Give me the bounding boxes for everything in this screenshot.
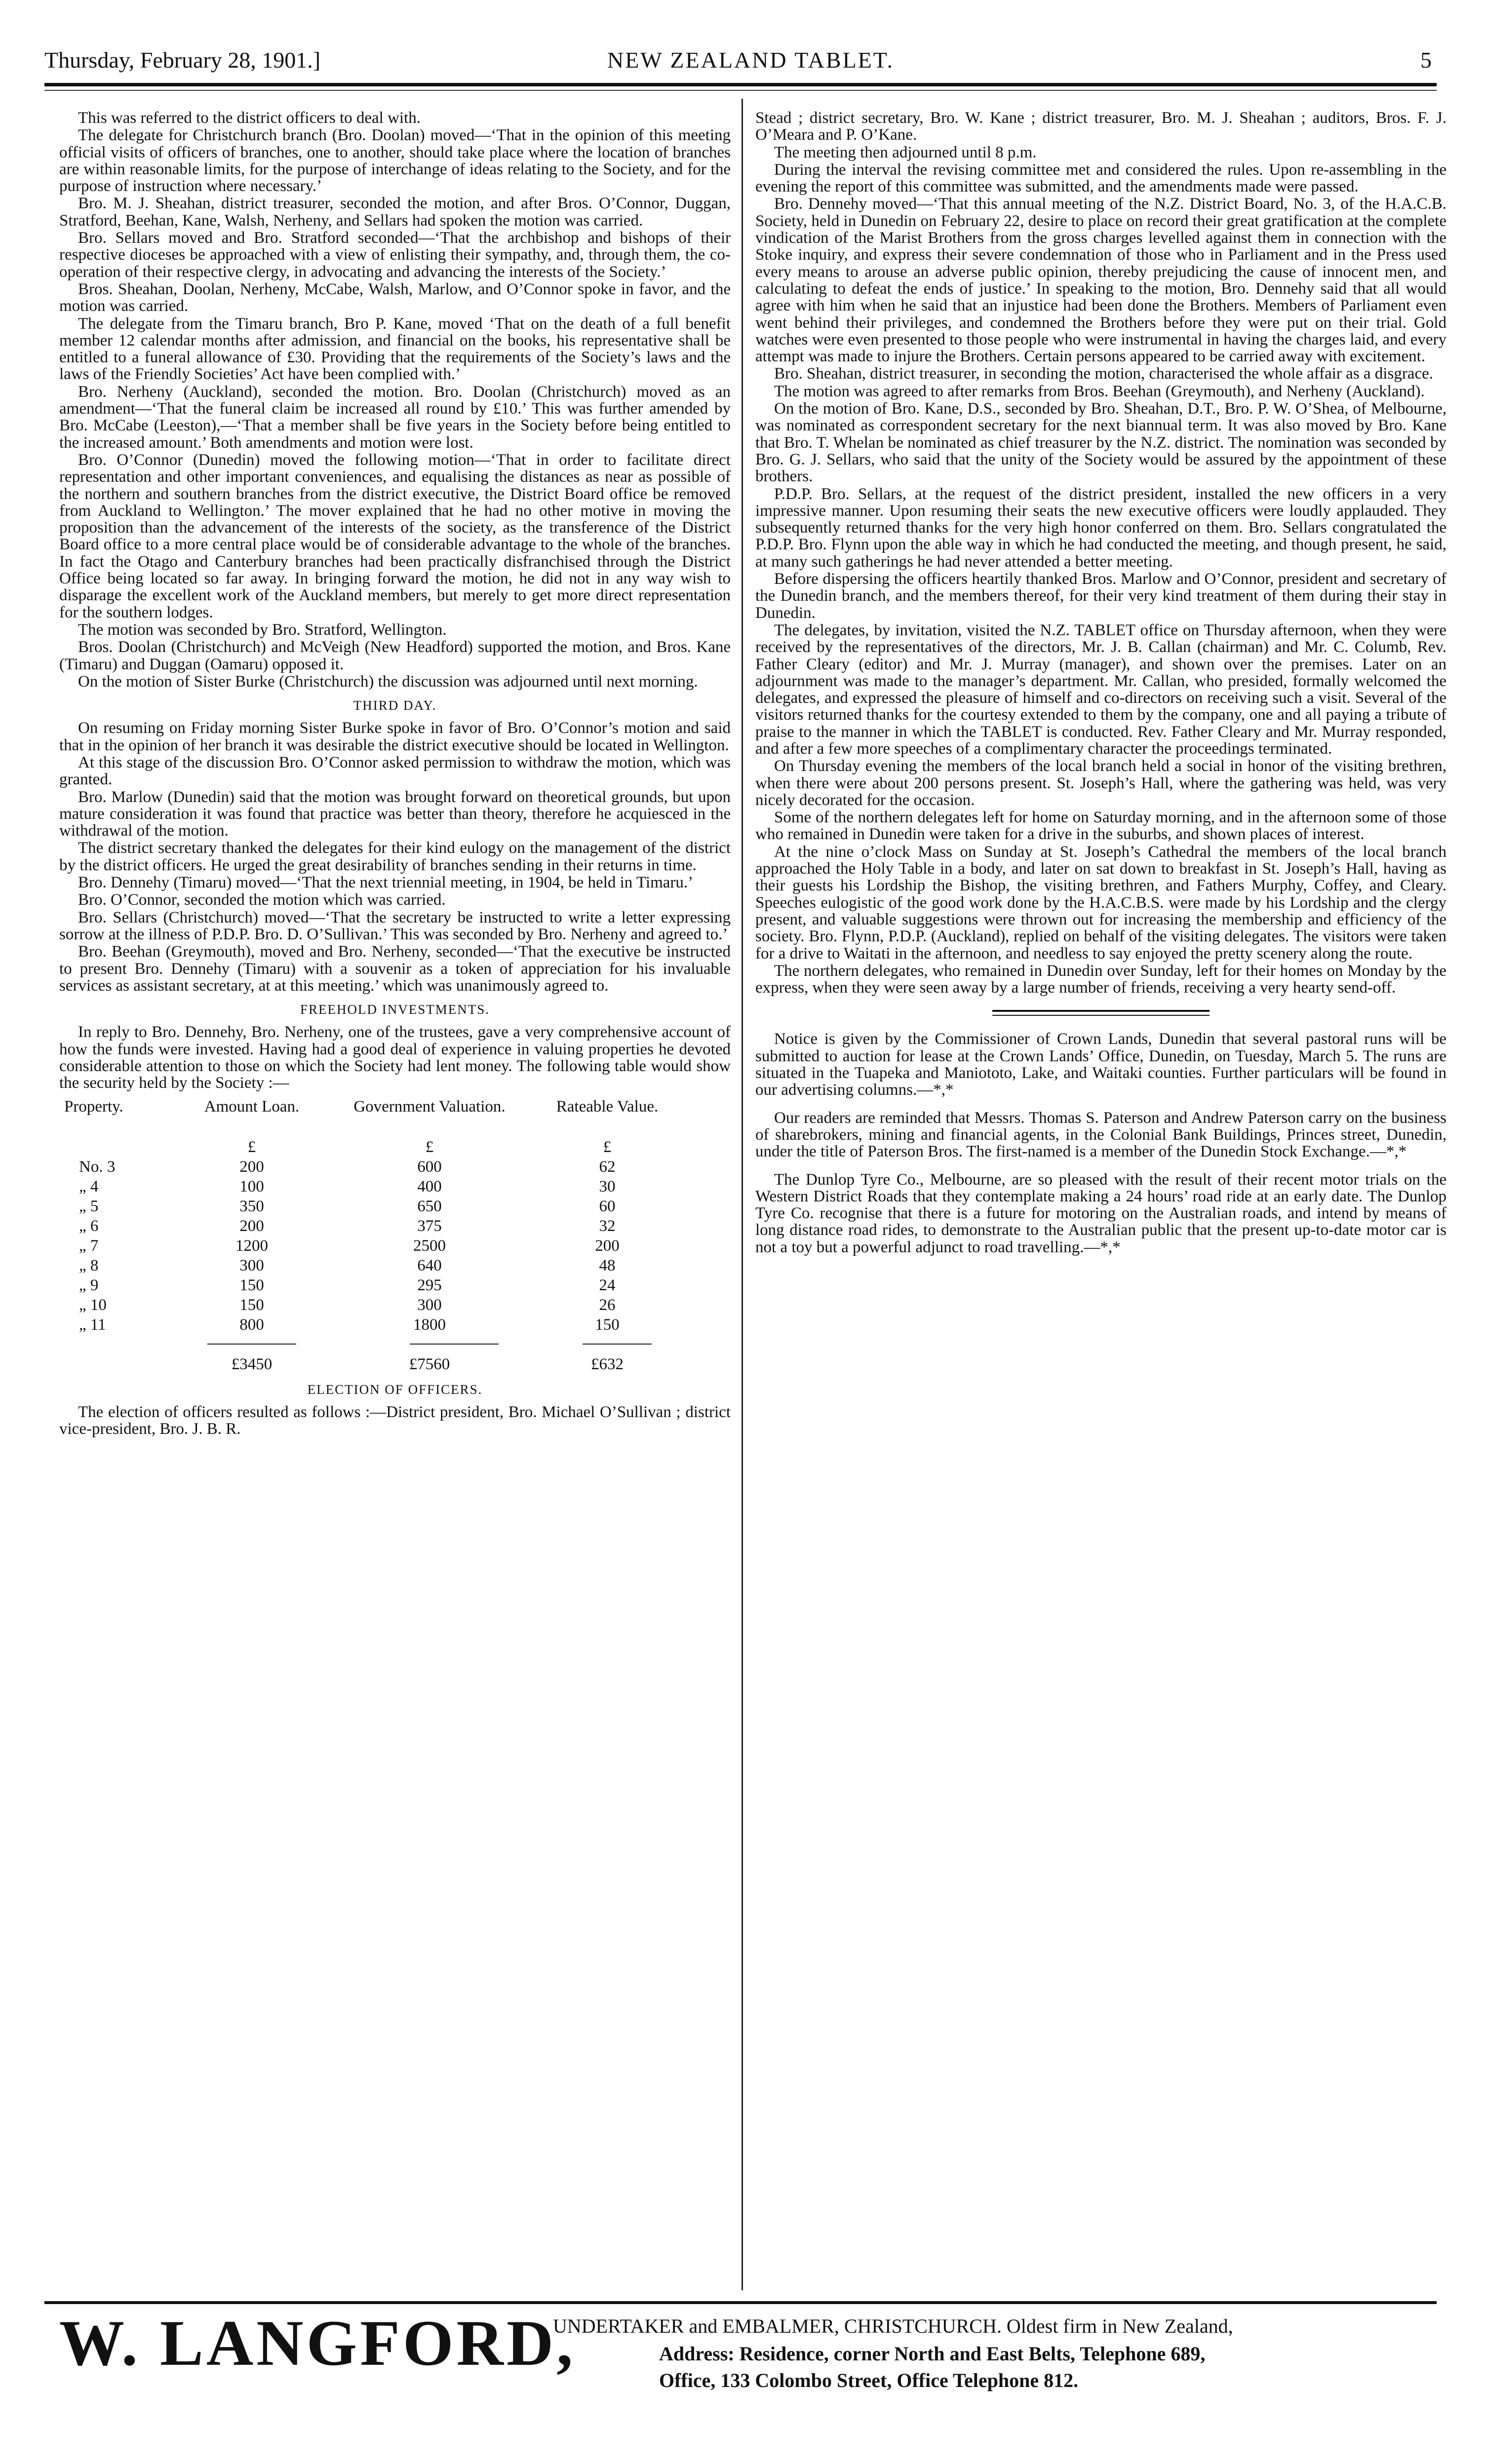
notice-paragraph: Notice is given by the Commissioner of Crown Lands, Dunedin that several pastoral runs will be submitted to auction for lease at the Crown Lands’ Office, Dunedin, on Tuesday, March 5. The runs are situated in the Tuapeka and Maniototo, Lake, and Waitaki counties. Further particulars will be found in our advertising columns.—*,*: [755, 1030, 1446, 1099]
paragraph: On resuming on Friday morning Sister Burke spoke in favor of Bro. O’Connor’s motion and said that in the opinion of her branch it was desirable the district executive should be located in Wellington.: [59, 719, 731, 754]
paragraph: Bro. Beehan (Greymouth), moved and Bro. Nerheny, seconded—‘That the executive be instructed to present Bro. Dennehy (Timaru) with a souvenir as a token of appreciation for his invaluable services as assistant secretary, at at this meeting.’ which was unanimously agreed to.: [59, 943, 731, 995]
advert-office: Office, 133 Colombo Street, Office Telephone 812.: [659, 2369, 1079, 2391]
table-cell: 24: [599, 1276, 616, 1294]
table-cell: £7560: [409, 1355, 450, 1373]
column-header: Property.: [64, 1097, 123, 1116]
table-cell: „ 9: [79, 1276, 99, 1294]
table-cell: £3450: [231, 1355, 273, 1373]
page-number: 5: [1420, 47, 1432, 73]
section-heading-third-day: THIRD DAY.: [353, 698, 437, 713]
table-cell: [59, 1354, 178, 1374]
paragraph: On the motion of Sister Burke (Christchurch) the discussion was adjourned until next morning.: [78, 672, 698, 691]
table-cell: 2500: [413, 1236, 446, 1255]
advert-address: Address: Residence, corner North and East Belts, Telephone 689,: [659, 2343, 1206, 2365]
table-body: [59, 1157, 721, 1335]
paragraph: The motion was seconded by Bro. Stratford, Wellington.: [78, 620, 447, 639]
issue-date: Thursday, February 28, 1901.]: [44, 47, 321, 73]
table-row: [59, 1216, 721, 1236]
table-total-rule: [59, 1335, 721, 1354]
paragraph: Bro. M. J. Sheahan, district treasurer, seconded the motion, and after Bros. O’Connor, Duggan, Stratford, Beehan, Kane, Walsh, Nerheny, and Sellars had spoken the motion was carried.: [59, 194, 731, 230]
notices-section: [755, 1031, 1446, 1256]
table-row: [59, 1275, 721, 1295]
table-row: [59, 1256, 721, 1275]
table-cell: „ 4: [79, 1177, 99, 1195]
column-divider: [742, 99, 743, 2290]
paragraph: Stead ; district secretary, Bro. W. Kane ; district treasurer, Bro. M. J. Sheahan ; auditors, Bros. F. J. O’Meara and P. O’Kane.: [755, 109, 1446, 144]
paragraph: The delegates, by invitation, visited the N.Z. TABLET office on Thursday afternoon, when they were received by the representatives of the directors, Mr. J. B. Callan (chairman) and Mr. C. Columb, Rev. Father Cleary (editor) and Mr. J. Murray (manager), and shown over the premises. Later on an adjournment was made to the manager’s department. Mr. Callan, who presided, formally welcomed the delegates, and expressed the pleasure of himself and co-directors on receiving such a visit. Several of the visitors returned thanks for the courtesy extended to them by the company, one and all paying a tribute of praise to the manner in which the TABLET is conducted. Rev. Father Cleary and Mr. Murray responded, and after a few more speeches of a complimentary character the proceedings terminated.: [755, 621, 1446, 758]
table-cell: 60: [599, 1197, 616, 1215]
table-cell: 640: [417, 1256, 442, 1274]
table-cell: 295: [417, 1276, 442, 1294]
table-row: [59, 1295, 721, 1315]
section-heading-freehold: FREEHOLD INVESTMENTS.: [300, 1002, 490, 1017]
paragraph: Bro. Sellars (Christchurch) moved—‘That the secretary be instructed to write a letter expressing sorrow at the illness of P.D.P. Bro. D. O’Sullivan.’ This was seconded by Bro. Nerheny and agreed to.’: [59, 908, 731, 943]
table-cell: £632: [591, 1355, 624, 1373]
paragraph: The delegate from the Timaru branch, Bro P. Kane, moved ‘That on the death of a full benefit member 12 calendar months after admission, and financial on the books, his representative shall be entitled to a funeral allowance of £30. Providing that the requirements of the Society’s laws and the laws of the Friendly Societies’ Act have been complied with.’: [59, 314, 731, 384]
table-totals-row: [59, 1354, 721, 1374]
notices-divider: [992, 1010, 1210, 1016]
table-row: [59, 1315, 721, 1335]
column-header: Government Valuation.: [353, 1097, 506, 1116]
table-row: [59, 1177, 721, 1196]
notice-paragraph: The Dunlop Tyre Co., Melbourne, are so pleased with the result of their recent motor trials on the Western District Roads that they contemplate making a 24 hours’ road ride at an early date. The Dunlop Tyre Co. recognise that there is a future for motoring on the Australian roads, and intend by means of long distance road rides, to demonstrate to the Australian public that the present up-to-date motor car is not a toy but a powerful adjunct to road travelling.—*,*: [755, 1170, 1446, 1256]
table-header-row: [59, 1097, 721, 1137]
paragraph: The meeting then adjourned until 8 p.m.: [774, 143, 1037, 161]
table-cell: 800: [239, 1315, 264, 1334]
right-column: [755, 110, 1446, 1267]
paragraph: Bro. Dennehy moved—‘That this annual meeting of the N.Z. District Board, No. 3, of the H.A.C.B. Society, held in Dunedin on February 22, desire to place on record their great gratification at the complete vindication of the Marist Brothers from the gross charges levelled against them in connection with the Stoke inquiry, and express their severe condemnation of those who in Parliament and in the Press used every means to arouse an adverse public opinion, thereby prejudicing the cause of innocent men, and calculating to defeat the ends of justice.’ In speaking to the motion, Bro. Dennehy said that all would agree with him when he said that an injustice had been done the Brothers. Members of Parliament even went behind their privileges, and condemned the Brothers before they were put on their trial. Gold watches were even presented to those people who were instrumental in having the charges laid, and every attempt was made to injure the Brothers. Certain persons appeared to be carried away with excitement.: [755, 195, 1446, 366]
paragraph: At the nine o’clock Mass on Sunday at St. Joseph’s Cathedral the members of the local branch approached the Holy Table in a body, and later on sat down to breakfast in St. Joseph’s Hall, having as their guests his Lordship the Bishop, the visiting brethren, and Fathers Murphy, Coffey, and Cleary. Speeches eulogistic of the good work done by the H.A.C.B.S. were made by his Lordship and the clergy present, and valuable suggestions were thrown out for increasing the membership and efficiency of the society. Bro. Flynn, P.D.P. (Auckland), replied on behalf of the visiting delegates. The visitors were taken for a drive to Waitati in the afternoon, and needless to say enjoyed the pretty scenery along the route.: [755, 843, 1446, 962]
advert-rule: [44, 2301, 1437, 2304]
paragraph: Bro. O’Connor (Dunedin) moved the following motion—‘That in order to facilitate direct representation and other important conveniences, and equalising the distances as near as possible of the northern and southern branches from the district executive, the District Board office be removed from Auckland to Wellington.’ The mover explained that he had no other motive in moving the proposition than the advancement of the interests of the society, as the transference of the District Board office to a more central place would be of considerable advantage to the whole of the branches. In fact the Otago and Canterbury branches had been practically disfranchised through the District Office being located so far away. In bringing forward the motion, he did not in any way wish to disparage the excellent work of the Auckland members, but merely to get more direct representation for the southern lodges.: [59, 451, 731, 621]
table-row: [59, 1236, 721, 1256]
paragraph: The motion was agreed to after remarks from Bros. Beehan (Greymouth), and Nerheny (Auckland).: [774, 382, 1425, 400]
header-rule-thin: [44, 90, 1437, 91]
section-heading-election: ELECTION OF OFFICERS.: [307, 1382, 483, 1397]
paragraph: During the interval the revising committee met and considered the rules. Upon re-assembling in the evening the report of this committee was submitted, and the amendments made were passed.: [755, 160, 1446, 196]
column-header: Amount Loan.: [204, 1097, 300, 1116]
table-cell: „ 5: [79, 1197, 99, 1215]
table-cell: 150: [239, 1296, 264, 1314]
table-cell: £: [247, 1138, 256, 1156]
paragraph: The election of officers resulted as follows :—District president, Bro. Michael O’Sullivan ; district vice-president, Bro. J. B. R.: [59, 1403, 731, 1438]
table-cell: 1200: [235, 1236, 268, 1255]
paragraph: Bro. Sheahan, district treasurer, in seconding the motion, characterised the whole affair as a disgrace.: [774, 365, 1434, 383]
left-column: [59, 110, 731, 1438]
paragraph: This was referred to the district officers to deal with.: [78, 109, 421, 127]
table-cell: 150: [239, 1276, 264, 1294]
paragraph: Some of the northern delegates left for home on Saturday morning, and in the afternoon some of those who remained in Dunedin were taken for a drive in the suburbs, and shown places of interest.: [755, 808, 1446, 844]
advert-description: UNDERTAKER and EMBALMER, CHRISTCHURCH. Oldest firm in New Zealand,: [553, 2315, 1233, 2337]
paragraph: Bro. O’Connor, seconded the motion which was carried.: [78, 891, 446, 909]
paragraph: Bros. Doolan (Christchurch) and McVeigh (New Headford) supported the motion, and Bros. Kane (Timaru) and Duggan (Oamaru) opposed it.: [59, 638, 731, 673]
paragraph: On Thursday evening the members of the local branch held a social in honor of the visiting brethren, when there were about 200 persons present. St. Joseph’s Hall, where the gathering was held, was very nicely decorated for the occasion.: [755, 757, 1446, 809]
table-cell: 400: [417, 1177, 442, 1195]
table-cell: 200: [595, 1236, 620, 1255]
paragraph: The district secretary thanked the delegates for their kind eulogy on the management of the district by the district officers. He urged the great desirability of branches sending in their returns in time.: [59, 839, 731, 874]
table-cell: 1800: [413, 1315, 446, 1334]
table-cell: 300: [417, 1296, 442, 1314]
running-header: [44, 45, 1437, 80]
table-cell: 375: [417, 1217, 442, 1235]
paragraph: In reply to Bro. Dennehy, Bro. Nerheny, one of the trustees, gave a very comprehensive account of how the funds were invested. Having had a good deal of experience in valuing properties he devoted considerable attention to those on which the Society had lent money. The following table would show the security held by the Society :—: [59, 1023, 731, 1092]
table-cell: £: [425, 1138, 434, 1156]
advert-firm-name: W. LANGFORD,: [59, 2307, 576, 2379]
paragraph: Before dispersing the officers heartily thanked Bros. Marlow and O’Connor, president and secretary of the Dunedin branch, and the members thereof, for their very kind treatment of them during their stay in Dunedin.: [755, 570, 1446, 622]
table-cell: „ 8: [79, 1256, 99, 1274]
table-cell: 600: [417, 1157, 442, 1176]
paragraph: At this stage of the discussion Bro. O’Connor asked permission to withdraw the motion, which was granted.: [59, 753, 731, 789]
masthead-title: NEW ZEALAND TABLET.: [607, 47, 894, 73]
table-row: [59, 1157, 721, 1177]
paragraph: Bro. Marlow (Dunedin) said that the motion was brought forward on theoretical grounds, but upon mature consideration it was found that practice was better than theory, therefore he acquiesced in the withdrawal of the motion.: [59, 788, 731, 840]
header-rule: [44, 83, 1437, 86]
table-cell: 30: [599, 1177, 616, 1195]
table-cell: 200: [239, 1217, 264, 1235]
table-units-row: [59, 1137, 721, 1157]
table-cell: 350: [239, 1197, 264, 1215]
table-cell: 300: [239, 1256, 264, 1274]
paragraph: Bros. Sheahan, Doolan, Nerheny, McCabe, Walsh, Marlow, and O’Connor spoke in favor, and the motion was carried.: [59, 280, 731, 315]
table-cell: 200: [239, 1157, 264, 1176]
paragraph: The delegate for Christchurch branch (Bro. Doolan) moved—‘That in the opinion of this meeting official visits of officers of branches, one to another, should take place where the location of branches are within reasonable limits, for the purpose of interchange of ideas relating to the Society, and for the purpose of instruction where necessary.’: [59, 126, 731, 195]
table-cell: „ 6: [79, 1217, 99, 1235]
table-cell: 32: [599, 1217, 616, 1235]
paragraph: Bro. Nerheny (Auckland), seconded the motion. Bro. Doolan (Christchurch) moved as an amendment—‘That the funeral claim be increased all round by £10.’ This was further amended by Bro. McCabe (Leeston),—‘That a member shall be five years in the Society before being entitled to the increased amount.’ Both amendments and motion were lost.: [59, 383, 731, 452]
column-header: Rateable Value.: [556, 1097, 659, 1116]
paragraph: On the motion of Bro. Kane, D.S., seconded by Bro. Sheahan, D.T., Bro. P. W. O’Shea, of Melbourne, was nominated as correspondent secretary for the next biannual term. It was also moved by Bro. Kane that Bro. T. Whelan be nominated as chief treasurer by the N.Z. district. The nomination was seconded by Bro. G. J. Sellars, who said that the unity of the Society would be assured by the appointment of these brothers.: [755, 400, 1446, 486]
table-cell: „ 10: [79, 1296, 107, 1314]
table-cell: 62: [599, 1157, 616, 1176]
table-row: [59, 1196, 721, 1216]
table-cell: 650: [417, 1197, 442, 1215]
paragraph: The northern delegates, who remained in Dunedin over Sunday, left for their homes on Monday by the express, when they were seen away by a large number of friends, receiving a very hearty send-off.: [755, 962, 1446, 997]
paragraph: P.D.P. Bro. Sellars, at the request of the district president, installed the new officers in a very impressive manner. Upon resuming their seats the new executive officers were loudly applauded. They subsequently returned thanks for the very high honor conferred on them. Bro. Sellars congratulated the P.D.P. Bro. Flynn upon the able way in which he had conducted the meeting, and though present, he said, at many such gatherings he had never attended a better meeting.: [755, 485, 1446, 571]
table-cell: 48: [599, 1256, 616, 1274]
table-cell: „ 11: [79, 1315, 106, 1334]
paragraph: Bro. Dennehy (Timaru) moved—‘That the next triennial meeting, in 1904, be held in Timaru.’: [78, 874, 694, 892]
table-cell: [59, 1137, 178, 1157]
table-cell: 100: [239, 1177, 264, 1195]
table-cell: 26: [599, 1296, 616, 1314]
table-cell: No. 3: [79, 1157, 116, 1176]
table-cell: 150: [595, 1315, 620, 1334]
investment-table: [59, 1097, 721, 1374]
table-cell: £: [603, 1138, 612, 1156]
paragraph: Bro. Sellars moved and Bro. Stratford seconded—‘That the archbishop and bishops of their respective dioceses be approached with a view of enlisting their sympathy, and, through them, the co-operation of their respective clergy, in advocating and advancing the interests of the Society.’: [59, 229, 731, 281]
notice-paragraph: Our readers are reminded that Messrs. Thomas S. Paterson and Andrew Paterson carry on the business of sharebrokers, mining and financial agents, in the Colonial Bank Buildings, Princes street, Dunedin, under the title of Paterson Bros. The first-named is a member of the Dunedin Stock Exchange.—*,*: [755, 1109, 1446, 1161]
table-cell: „ 7: [79, 1236, 99, 1255]
